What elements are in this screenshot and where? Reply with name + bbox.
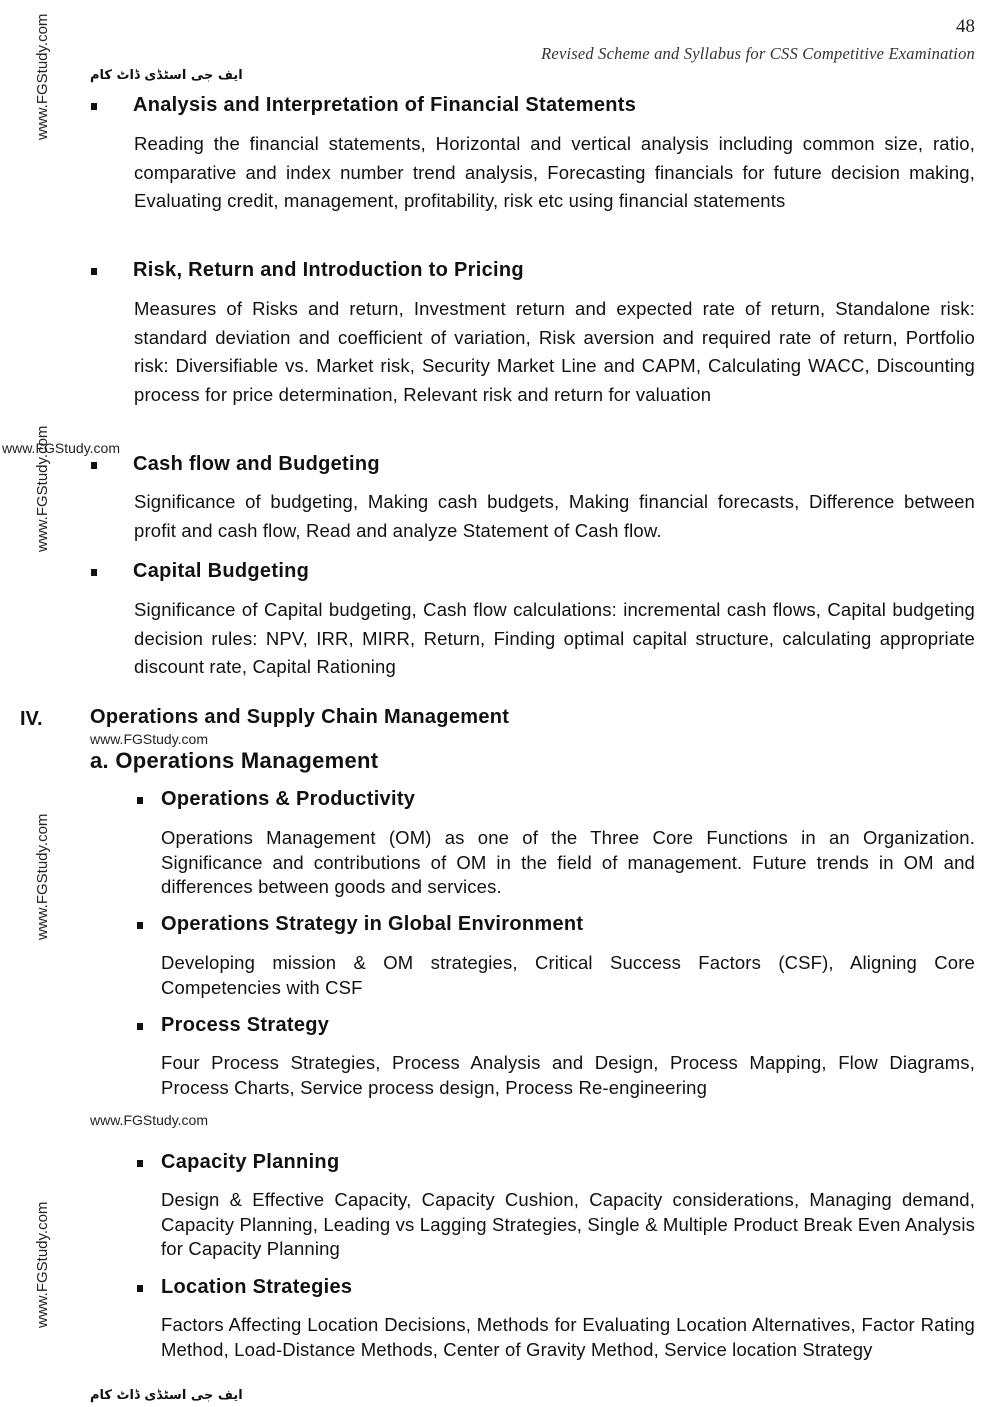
running-title: Revised Scheme and Syllabus for CSS Competitive Examination [541, 44, 975, 63]
side-watermark-2: www.FGStudy.com [34, 425, 51, 552]
topic-heading: Capital Budgeting [133, 560, 310, 582]
bullet-icon [137, 1023, 143, 1030]
topic-heading: Cash flow and Budgeting [133, 453, 380, 475]
bullet-icon [137, 922, 143, 929]
bullet-icon [91, 462, 97, 469]
topic-heading: Analysis and Interpretation of Financial Statements [133, 94, 637, 116]
bullet-icon [91, 569, 97, 576]
bullet-icon [137, 1160, 143, 1167]
topic-body: Significance of budgeting, Making cash budgets, Making financial forecasts, Difference between profit and cash flow, Read and analyze Statement of Cash flow. [134, 491, 975, 541]
topic-body: Developing mission & OM strategies, Critical Success Factors (CSF), Aligning Core Competencies with CSF [161, 952, 975, 998]
topic-heading: Risk, Return and Introduction to Pricing [133, 259, 524, 281]
topic-heading: Operations & Productivity [161, 788, 416, 810]
topic-body: Measures of Risks and return, Investment return and expected rate of return, Standalone risk: standard deviation and coefficient of variation, Risk aversion and required rate of return, Portfolio risk: Diversifiable vs. Market risk, Security Market Line and CAPM, Calculating WACC, Discounting process for price determination, Relevant risk and return for valuation [134, 298, 975, 405]
topic-body: Significance of Capital budgeting, Cash flow calculations: incremental cash flows, Capital budgeting decision rules: NPV, IRR, MIRR, Return, Finding optimal capital structure, calculating appropriate discount rate, Capital Rationing [134, 599, 975, 677]
topic-body: Design & Effective Capacity, Capacity Cushion, Capacity considerations, Managing demand, Capacity Planning, Leading vs Lagging Strategies, Single & Multiple Product Break Even Analysis for Capacity Planning [161, 1189, 975, 1259]
bullet-icon [91, 268, 97, 275]
bullet-icon [137, 1285, 143, 1292]
side-watermark-3: www.FGStudy.com [34, 813, 51, 940]
bullet-icon [91, 103, 97, 110]
topic-body: Factors Affecting Location Decisions, Methods for Evaluating Location Alternatives, Factor Rating Method, Load-Distance Methods, Center of Gravity Method, Service location Strategy [161, 1314, 975, 1360]
side-watermark-1: www.FGStudy.com [34, 13, 51, 140]
section-title: Operations and Supply Chain Management [90, 706, 510, 728]
topic-heading: Capacity Planning [161, 1151, 340, 1173]
topic-heading: Operations Strategy in Global Environment [161, 913, 584, 935]
page-number: 48 [956, 16, 975, 37]
topic-body: Four Process Strategies, Process Analysis and Design, Process Mapping, Flow Diagrams, Process Charts, Service process design, Process Re-engineering [161, 1052, 975, 1098]
topic-body: Operations Management (OM) as one of the Three Core Functions in an Organization. Significance and contributions of OM in the field of management. Future trends in OM and differences between goods and services. [161, 827, 975, 897]
urdu-brand-bottom: ایف جی اسٹڈی ڈاٹ کام [90, 1388, 243, 1403]
topic-heading: Process Strategy [161, 1014, 330, 1036]
topic-heading: Location Strategies [161, 1276, 353, 1298]
section-numeral: IV. [20, 708, 43, 730]
topic-body: Reading the financial statements, Horizontal and vertical analysis including common size, ratio, comparative and index number trend analysis, Forecasting financials for future decision making, Evaluating credit, management, profitability, risk etc using financial statements [134, 133, 975, 211]
bullet-icon [137, 797, 143, 804]
side-watermark-4: www.FGStudy.com [34, 1201, 51, 1328]
subsection-title: a. Operations Management [90, 748, 379, 773]
inline-watermark: www.FGStudy.com [90, 1112, 208, 1128]
inline-watermark: www.FGStudy.com [90, 731, 208, 747]
urdu-brand-top: ایف جی اسٹڈی ڈاٹ کام [90, 68, 243, 83]
inline-watermark: www.FGStudy.com [2, 440, 120, 456]
